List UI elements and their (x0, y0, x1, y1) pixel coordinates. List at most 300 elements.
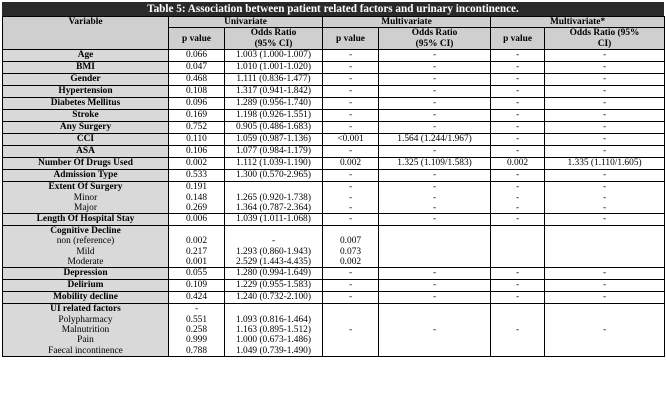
table-row (3, 292, 665, 304)
multivariate-star-p-value-cell (491, 214, 545, 226)
univariate-odds-ratio-cell (225, 214, 323, 226)
cell-value: - (602, 134, 607, 145)
multivariate-star-p-value-cell (491, 86, 545, 98)
row-label (3, 170, 169, 182)
variable-name: BMI (76, 62, 95, 73)
cell-value: - (432, 146, 437, 157)
cell-value: 1.293 (0.860-1.943) (236, 246, 311, 257)
cell-value: 0.788 (185, 345, 208, 356)
multivariate-star-odds-ratio-cell (545, 268, 665, 280)
univariate-odds-ratio-cell (225, 304, 323, 356)
multivariate-p-value-cell (323, 146, 379, 158)
univariate-p-value-cell (169, 110, 225, 122)
cell-value: - (348, 98, 353, 109)
variable-level: Malnutrition (61, 324, 110, 335)
cell-value (227, 226, 320, 236)
multivariate-odds-ratio-cell (379, 134, 491, 146)
variable-level: Pain (77, 335, 94, 346)
univariate-odds-ratio-cell (225, 170, 323, 182)
cell-value: 0.002 (339, 158, 362, 169)
multivariate-odds-ratio-cell (379, 292, 491, 304)
cell-value: 0.217 (185, 246, 208, 257)
header-multivariate-star: Multivariate* (491, 17, 665, 28)
cell-value (381, 335, 488, 345)
cell-value: - (515, 170, 520, 181)
table-body (3, 50, 665, 357)
univariate-odds-ratio-cell (225, 98, 323, 110)
univariate-odds-ratio-cell (225, 62, 323, 74)
cell-value: 0.001 (185, 257, 208, 268)
cell-value: - (515, 192, 520, 203)
multivariate-odds-ratio-cell (379, 110, 491, 122)
cell-value: - (348, 192, 353, 203)
table-row (3, 214, 665, 226)
cell-value: 1.039 (1.011-1.068) (236, 214, 311, 225)
header-p-value: p value (169, 28, 225, 50)
univariate-odds-ratio-cell (225, 226, 323, 268)
table-row (3, 170, 665, 182)
cell-value: - (432, 324, 437, 335)
multivariate-p-value-cell (323, 122, 379, 134)
cell-value: 0.002 (339, 257, 362, 268)
variable-level: non (reference) (56, 236, 115, 247)
cell-value: 0.551 (185, 314, 208, 325)
cell-value: - (348, 74, 353, 85)
table-row (3, 134, 665, 146)
multivariate-star-odds-ratio-cell (545, 304, 665, 356)
cell-value: 1.049 (0.739-1.490) (236, 345, 311, 356)
cell-value (547, 315, 662, 325)
multivariate-star-p-value-cell (491, 280, 545, 292)
cell-value: - (432, 214, 437, 225)
cell-value: - (602, 122, 607, 133)
header-multivariate: Multivariate (323, 17, 491, 28)
cell-value: 1.112 (1.039-1.190) (236, 158, 311, 169)
cell-value: - (271, 236, 276, 247)
variable-name: UI related factors (50, 304, 121, 315)
cell-value (227, 304, 320, 314)
cell-value: - (348, 182, 353, 193)
multivariate-star-odds-ratio-cell (545, 74, 665, 86)
univariate-p-value-cell (169, 74, 225, 86)
header-odds-ratio: Odds Ratio (95% CI) (379, 28, 491, 50)
variable-level: Minor (73, 192, 98, 203)
univariate-p-value-cell (169, 214, 225, 226)
univariate-p-value-cell (169, 134, 225, 146)
cell-value (325, 226, 376, 236)
cell-value: - (515, 50, 520, 61)
cell-value: 0.148 (185, 192, 208, 203)
cell-value (381, 346, 488, 356)
multivariate-p-value-cell (323, 98, 379, 110)
cell-value: 1.003 (1.000-1.007) (236, 50, 311, 61)
cell-value: - (515, 202, 520, 213)
cell-value: 1.325 (1.109/1.583) (397, 158, 472, 169)
cell-value: 1.077 (0.984-1.179) (236, 146, 311, 157)
multivariate-odds-ratio-cell (379, 86, 491, 98)
results-table (2, 16, 665, 357)
variable-name: Hypertension (58, 86, 113, 97)
table-row (3, 62, 665, 74)
multivariate-p-value-cell (323, 110, 379, 122)
multivariate-star-p-value-cell (491, 50, 545, 62)
cell-value (547, 346, 662, 356)
univariate-odds-ratio-cell (225, 74, 323, 86)
multivariate-star-odds-ratio-cell (545, 146, 665, 158)
univariate-p-value-cell (169, 170, 225, 182)
cell-value: 0.258 (185, 324, 208, 335)
cell-value: 0.096 (185, 98, 208, 109)
row-label (3, 134, 169, 146)
multivariate-odds-ratio-cell (379, 74, 491, 86)
cell-value: - (515, 74, 520, 85)
cell-value: - (515, 110, 520, 121)
row-label (3, 182, 169, 214)
cell-value (493, 335, 542, 345)
header-p-value: p value (491, 28, 545, 50)
variable-name: Cognitive Decline (50, 226, 121, 237)
cell-value: - (602, 214, 607, 225)
header-univariate: Univariate (169, 17, 323, 28)
cell-value (493, 257, 542, 267)
cell-value: - (348, 122, 353, 133)
multivariate-star-odds-ratio-cell (545, 110, 665, 122)
cell-value: 1.000 (0.673-1.486) (236, 335, 311, 346)
multivariate-star-p-value-cell (491, 268, 545, 280)
cell-value (493, 226, 542, 236)
multivariate-odds-ratio-cell (379, 146, 491, 158)
cell-value (381, 226, 488, 236)
table-row (3, 182, 665, 214)
cell-value: 0.109 (185, 280, 208, 291)
cell-value: - (602, 74, 607, 85)
cell-value: - (602, 86, 607, 97)
cell-value: 1.289 (0.956-1.740) (236, 98, 311, 109)
cell-value: 1.093 (0.816-1.464) (236, 314, 311, 325)
cell-value: 1.240 (0.732-2.100) (236, 292, 311, 303)
multivariate-star-odds-ratio-cell (545, 134, 665, 146)
cell-value: 0.905 (0.486-1.683) (236, 122, 311, 133)
cell-value: 0.533 (185, 170, 208, 181)
variable-name: Depression (63, 268, 108, 279)
multivariate-odds-ratio-cell (379, 62, 491, 74)
cell-value: - (602, 324, 607, 335)
header-p-value: p value (323, 28, 379, 50)
univariate-p-value-cell (169, 304, 225, 356)
row-label (3, 98, 169, 110)
table-row (3, 158, 665, 170)
multivariate-star-odds-ratio-cell (545, 170, 665, 182)
cell-value (381, 304, 488, 314)
multivariate-star-odds-ratio-cell (545, 62, 665, 74)
cell-value: - (432, 280, 437, 291)
univariate-odds-ratio-cell (225, 158, 323, 170)
cell-value: - (515, 182, 520, 193)
cell-value: 0.110 (186, 134, 207, 145)
cell-value: - (432, 192, 437, 203)
cell-value: - (515, 214, 520, 225)
row-label (3, 50, 169, 62)
cell-value (493, 304, 542, 314)
cell-value: 0.002 (506, 158, 529, 169)
header-odds-ratio: Odds Ratio (95% CI) (545, 28, 665, 50)
row-label (3, 86, 169, 98)
variable-name: Length Of Hospital Stay (36, 214, 135, 225)
cell-value: - (432, 202, 437, 213)
row-label (3, 214, 169, 226)
cell-value: - (602, 50, 607, 61)
cell-value (227, 182, 320, 192)
table-row (3, 98, 665, 110)
multivariate-star-odds-ratio-cell (545, 158, 665, 170)
cell-value: 1.364 (0.787-2.364) (236, 202, 311, 213)
multivariate-odds-ratio-cell (379, 122, 491, 134)
variable-name: Delirium (67, 280, 104, 291)
cell-value: 0.169 (185, 110, 208, 121)
cell-value: 0.424 (185, 292, 208, 303)
univariate-p-value-cell (169, 182, 225, 214)
row-label (3, 158, 169, 170)
row-label (3, 226, 169, 268)
variable-name: Mobility decline (53, 292, 118, 303)
table-row (3, 304, 665, 356)
cell-value: - (602, 268, 607, 279)
variable-level: Faecal incontinence (48, 345, 123, 356)
cell-value: 2.529 (1.443-4.435) (236, 257, 311, 268)
table-row (3, 50, 665, 62)
cell-value: - (432, 110, 437, 121)
cell-value (547, 257, 662, 267)
multivariate-p-value-cell (323, 280, 379, 292)
variable-level: Major (74, 202, 97, 213)
cell-value (493, 247, 542, 257)
cell-value: 0.191 (185, 182, 208, 193)
cell-value (493, 315, 542, 325)
univariate-odds-ratio-cell (225, 146, 323, 158)
multivariate-p-value-cell (323, 134, 379, 146)
cell-value: 0.073 (339, 246, 362, 257)
multivariate-p-value-cell (323, 50, 379, 62)
cell-value (547, 236, 662, 246)
cell-value: - (194, 304, 199, 315)
cell-value: - (515, 62, 520, 73)
univariate-p-value-cell (169, 158, 225, 170)
univariate-p-value-cell (169, 86, 225, 98)
cell-value (381, 257, 488, 267)
multivariate-p-value-cell (323, 304, 379, 356)
cell-value: - (432, 268, 437, 279)
row-label (3, 74, 169, 86)
cell-value: 1.229 (0.955-1.583) (236, 280, 311, 291)
variable-level: Moderate (67, 257, 104, 268)
cell-value: - (432, 122, 437, 133)
variable-name: Extent Of Surgery (48, 182, 123, 193)
cell-value: <0.001 (337, 134, 364, 145)
univariate-p-value-cell (169, 292, 225, 304)
cell-value (547, 335, 662, 345)
cell-value: 1.317 (0.941-1.842) (236, 86, 311, 97)
cell-value: 0.006 (185, 214, 208, 225)
multivariate-star-p-value-cell (491, 62, 545, 74)
cell-value (325, 346, 376, 356)
cell-value: - (348, 202, 353, 213)
multivariate-star-odds-ratio-cell (545, 292, 665, 304)
univariate-p-value-cell (169, 146, 225, 158)
multivariate-odds-ratio-cell (379, 50, 491, 62)
multivariate-p-value-cell (323, 170, 379, 182)
univariate-odds-ratio-cell (225, 122, 323, 134)
multivariate-star-odds-ratio-cell (545, 122, 665, 134)
cell-value: - (515, 86, 520, 97)
header-variable: Variable (3, 17, 169, 50)
multivariate-star-p-value-cell (491, 122, 545, 134)
table-row (3, 86, 665, 98)
multivariate-odds-ratio-cell (379, 268, 491, 280)
multivariate-star-p-value-cell (491, 226, 545, 268)
multivariate-star-p-value-cell (491, 146, 545, 158)
variable-level: Polypharmacy (58, 314, 113, 325)
variable-name: ASA (76, 146, 95, 157)
cell-value: - (515, 98, 520, 109)
cell-value: - (348, 324, 353, 335)
multivariate-p-value-cell (323, 226, 379, 268)
cell-value (547, 226, 662, 236)
table-row (3, 226, 665, 268)
cell-value: - (432, 170, 437, 181)
multivariate-star-p-value-cell (491, 182, 545, 214)
univariate-odds-ratio-cell (225, 110, 323, 122)
multivariate-odds-ratio-cell (379, 182, 491, 214)
row-label (3, 292, 169, 304)
multivariate-p-value-cell (323, 292, 379, 304)
cell-value (325, 335, 376, 345)
cell-value: - (432, 182, 437, 193)
cell-value: 1.335 (1.110/1.605) (567, 158, 642, 169)
cell-value: - (515, 292, 520, 303)
univariate-odds-ratio-cell (225, 268, 323, 280)
cell-value: 1.198 (0.926-1.551) (236, 110, 311, 121)
cell-value: - (602, 202, 607, 213)
multivariate-p-value-cell (323, 158, 379, 170)
univariate-p-value-cell (169, 62, 225, 74)
cell-value: - (602, 182, 607, 193)
cell-value: 1.265 (0.920-1.738) (236, 192, 311, 203)
cell-value: - (602, 192, 607, 203)
cell-value: - (602, 280, 607, 291)
cell-value (547, 304, 662, 314)
cell-value: - (348, 268, 353, 279)
univariate-odds-ratio-cell (225, 182, 323, 214)
cell-value: 1.111 (0.836-1.477) (236, 74, 311, 85)
multivariate-star-odds-ratio-cell (545, 98, 665, 110)
univariate-odds-ratio-cell (225, 280, 323, 292)
cell-value: 0.108 (185, 86, 208, 97)
table-row (3, 122, 665, 134)
cell-value (325, 304, 376, 314)
multivariate-p-value-cell (323, 268, 379, 280)
cell-value: 0.752 (185, 122, 208, 133)
cell-value: - (515, 146, 520, 157)
univariate-p-value-cell (169, 98, 225, 110)
table-row (3, 74, 665, 86)
cell-value: 0.002 (185, 236, 208, 247)
header-row-groups (3, 17, 665, 28)
multivariate-odds-ratio-cell (379, 226, 491, 268)
univariate-p-value-cell (169, 50, 225, 62)
cell-value: - (602, 98, 607, 109)
row-label (3, 110, 169, 122)
cell-value: - (602, 62, 607, 73)
row-label (3, 122, 169, 134)
cell-value (171, 226, 222, 236)
cell-value: - (602, 292, 607, 303)
univariate-p-value-cell (169, 280, 225, 292)
univariate-p-value-cell (169, 268, 225, 280)
cell-value: - (515, 324, 520, 335)
table-caption: Table 5: Association between patient related factors and urinary incontinence. (2, 2, 664, 16)
cell-value: - (515, 280, 520, 291)
cell-value: - (515, 268, 520, 279)
cell-value (547, 247, 662, 257)
multivariate-p-value-cell (323, 214, 379, 226)
table-row (3, 110, 665, 122)
cell-value: - (348, 170, 353, 181)
multivariate-odds-ratio-cell (379, 214, 491, 226)
variable-level: Mild (76, 246, 95, 257)
row-label (3, 280, 169, 292)
cell-value: - (432, 98, 437, 109)
cell-value: - (348, 62, 353, 73)
multivariate-odds-ratio-cell (379, 280, 491, 292)
cell-value: - (432, 74, 437, 85)
cell-value: - (348, 214, 353, 225)
cell-value: 0.066 (185, 50, 208, 61)
cell-value: - (348, 50, 353, 61)
cell-value: - (602, 110, 607, 121)
cell-value: 1.010 (1.001-1.020) (236, 62, 311, 73)
univariate-odds-ratio-cell (225, 86, 323, 98)
cell-value: - (348, 280, 353, 291)
cell-value: 0.269 (185, 202, 208, 213)
multivariate-odds-ratio-cell (379, 98, 491, 110)
cell-value: - (348, 292, 353, 303)
multivariate-star-p-value-cell (491, 304, 545, 356)
variable-name: Stroke (72, 110, 99, 121)
multivariate-star-p-value-cell (491, 110, 545, 122)
cell-value: 1.280 (0.994-1.649) (236, 268, 311, 279)
multivariate-odds-ratio-cell (379, 170, 491, 182)
multivariate-star-odds-ratio-cell (545, 86, 665, 98)
variable-name: Number Of Drugs Used (38, 158, 133, 169)
multivariate-star-p-value-cell (491, 74, 545, 86)
cell-value: 1.163 (0.895-1.512) (236, 324, 311, 335)
variable-name: Admission Type (53, 170, 118, 181)
multivariate-star-p-value-cell (491, 170, 545, 182)
multivariate-p-value-cell (323, 74, 379, 86)
cell-value: 0.468 (185, 74, 208, 85)
cell-value: - (348, 110, 353, 121)
cell-value (381, 247, 488, 257)
multivariate-star-p-value-cell (491, 98, 545, 110)
cell-value (325, 315, 376, 325)
cell-value: 1.059 (0.987-1.136) (236, 134, 311, 145)
row-label (3, 146, 169, 158)
multivariate-p-value-cell (323, 86, 379, 98)
multivariate-star-p-value-cell (491, 292, 545, 304)
cell-value: - (602, 146, 607, 157)
univariate-odds-ratio-cell (225, 50, 323, 62)
variable-name: CCI (76, 134, 95, 145)
